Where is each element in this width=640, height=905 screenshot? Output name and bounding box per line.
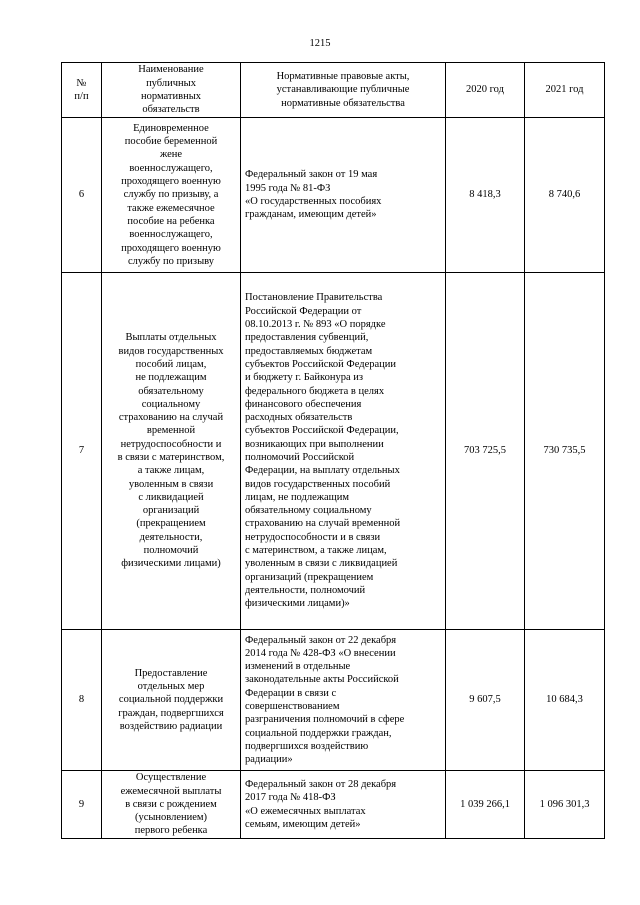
- header-2020: 2020 год: [446, 63, 525, 118]
- row-num: 7: [62, 273, 102, 630]
- header-num: № п/п: [62, 63, 102, 118]
- obligation-name: Предоставление отдельных мер социальной поддержки граждан, подвергшихся воздействию радиации: [102, 630, 241, 771]
- value-2021: 1 096 301,3: [525, 771, 605, 839]
- table-row: [62, 273, 605, 630]
- table-row: [62, 118, 605, 273]
- header-acts: Нормативные правовые акты, устанавливающие публичные нормативные обязательства: [241, 63, 446, 118]
- value-2020: 703 725,5: [446, 273, 525, 630]
- legal-act: Федеральный закон от 22 декабря 2014 года № 428-ФЗ «О внесении изменений в отдельные законодательные акты Российской Федерации в связи с совершенствованием разграничения полномочий в сфере социальной поддержки граждан, подвергшихся воздействию радиации»: [241, 630, 446, 771]
- value-2020: 8 418,3: [446, 118, 525, 273]
- row-num: 8: [62, 630, 102, 771]
- obligation-name: Единовременное пособие беременной жене военнослужащего, проходящего военную службу по призыву, а также ежемесячное пособие на ребенка военнослужащего, проходящего военную службу по призыву: [102, 118, 241, 273]
- value-2021: 730 735,5: [525, 273, 605, 630]
- page-number: 1215: [309, 38, 331, 49]
- obligation-name: Выплаты отдельных видов государственных пособий лицам, не подлежащим обязательному социальному страхованию на случай временной нетрудоспособности и в связи с материнством, а также лицам, уволенным в связи с ликвидацией организаций (прекращением деятельности, полномочий физическими лицами): [102, 273, 241, 630]
- value-2021: 10 684,3: [525, 630, 605, 771]
- legal-act: Постановление Правительства Российской Федерации от 08.10.2013 г. № 893 «О порядке предоставления субвенций, предоставляемых бюджетам субъектов Российской Федерации и бюджету г. Байконура из федерального бюджета в целях финансового обеспечения расходных обязательств субъектов Российской Федерации, возникающих при выполнении полномочий Российской Федерации, на выплату отдельных видов государственных пособий лицам, не подлежащим обязательному социальному страхованию на случай временной нетрудоспособности и в связи с материнством, а также лицам, уволенным в связи с ликвидацией организаций (прекращением деятельности, полномочий физическими лицами)»: [241, 273, 446, 630]
- row-num: 9: [62, 771, 102, 839]
- header-name: Наименование публичных нормативных обязательств: [102, 63, 241, 118]
- table-header-row: [62, 63, 605, 118]
- value-2020: 1 039 266,1: [446, 771, 525, 839]
- table-row: [62, 630, 605, 771]
- legal-act: Федеральный закон от 28 декабря 2017 года № 418-ФЗ «О ежемесячных выплатах семьям, имеющим детей»: [241, 771, 446, 839]
- header-2021: 2021 год: [525, 63, 605, 118]
- table-row: [62, 771, 605, 839]
- obligation-name: Осуществление ежемесячной выплаты в связи с рождением (усыновлением) первого ребенка: [102, 771, 241, 839]
- row-num: 6: [62, 118, 102, 273]
- obligations-table: [61, 62, 605, 839]
- value-2021: 8 740,6: [525, 118, 605, 273]
- value-2020: 9 607,5: [446, 630, 525, 771]
- legal-act: Федеральный закон от 19 мая 1995 года № 81-ФЗ «О государственных пособиях гражданам, имеющим детей»: [241, 118, 446, 273]
